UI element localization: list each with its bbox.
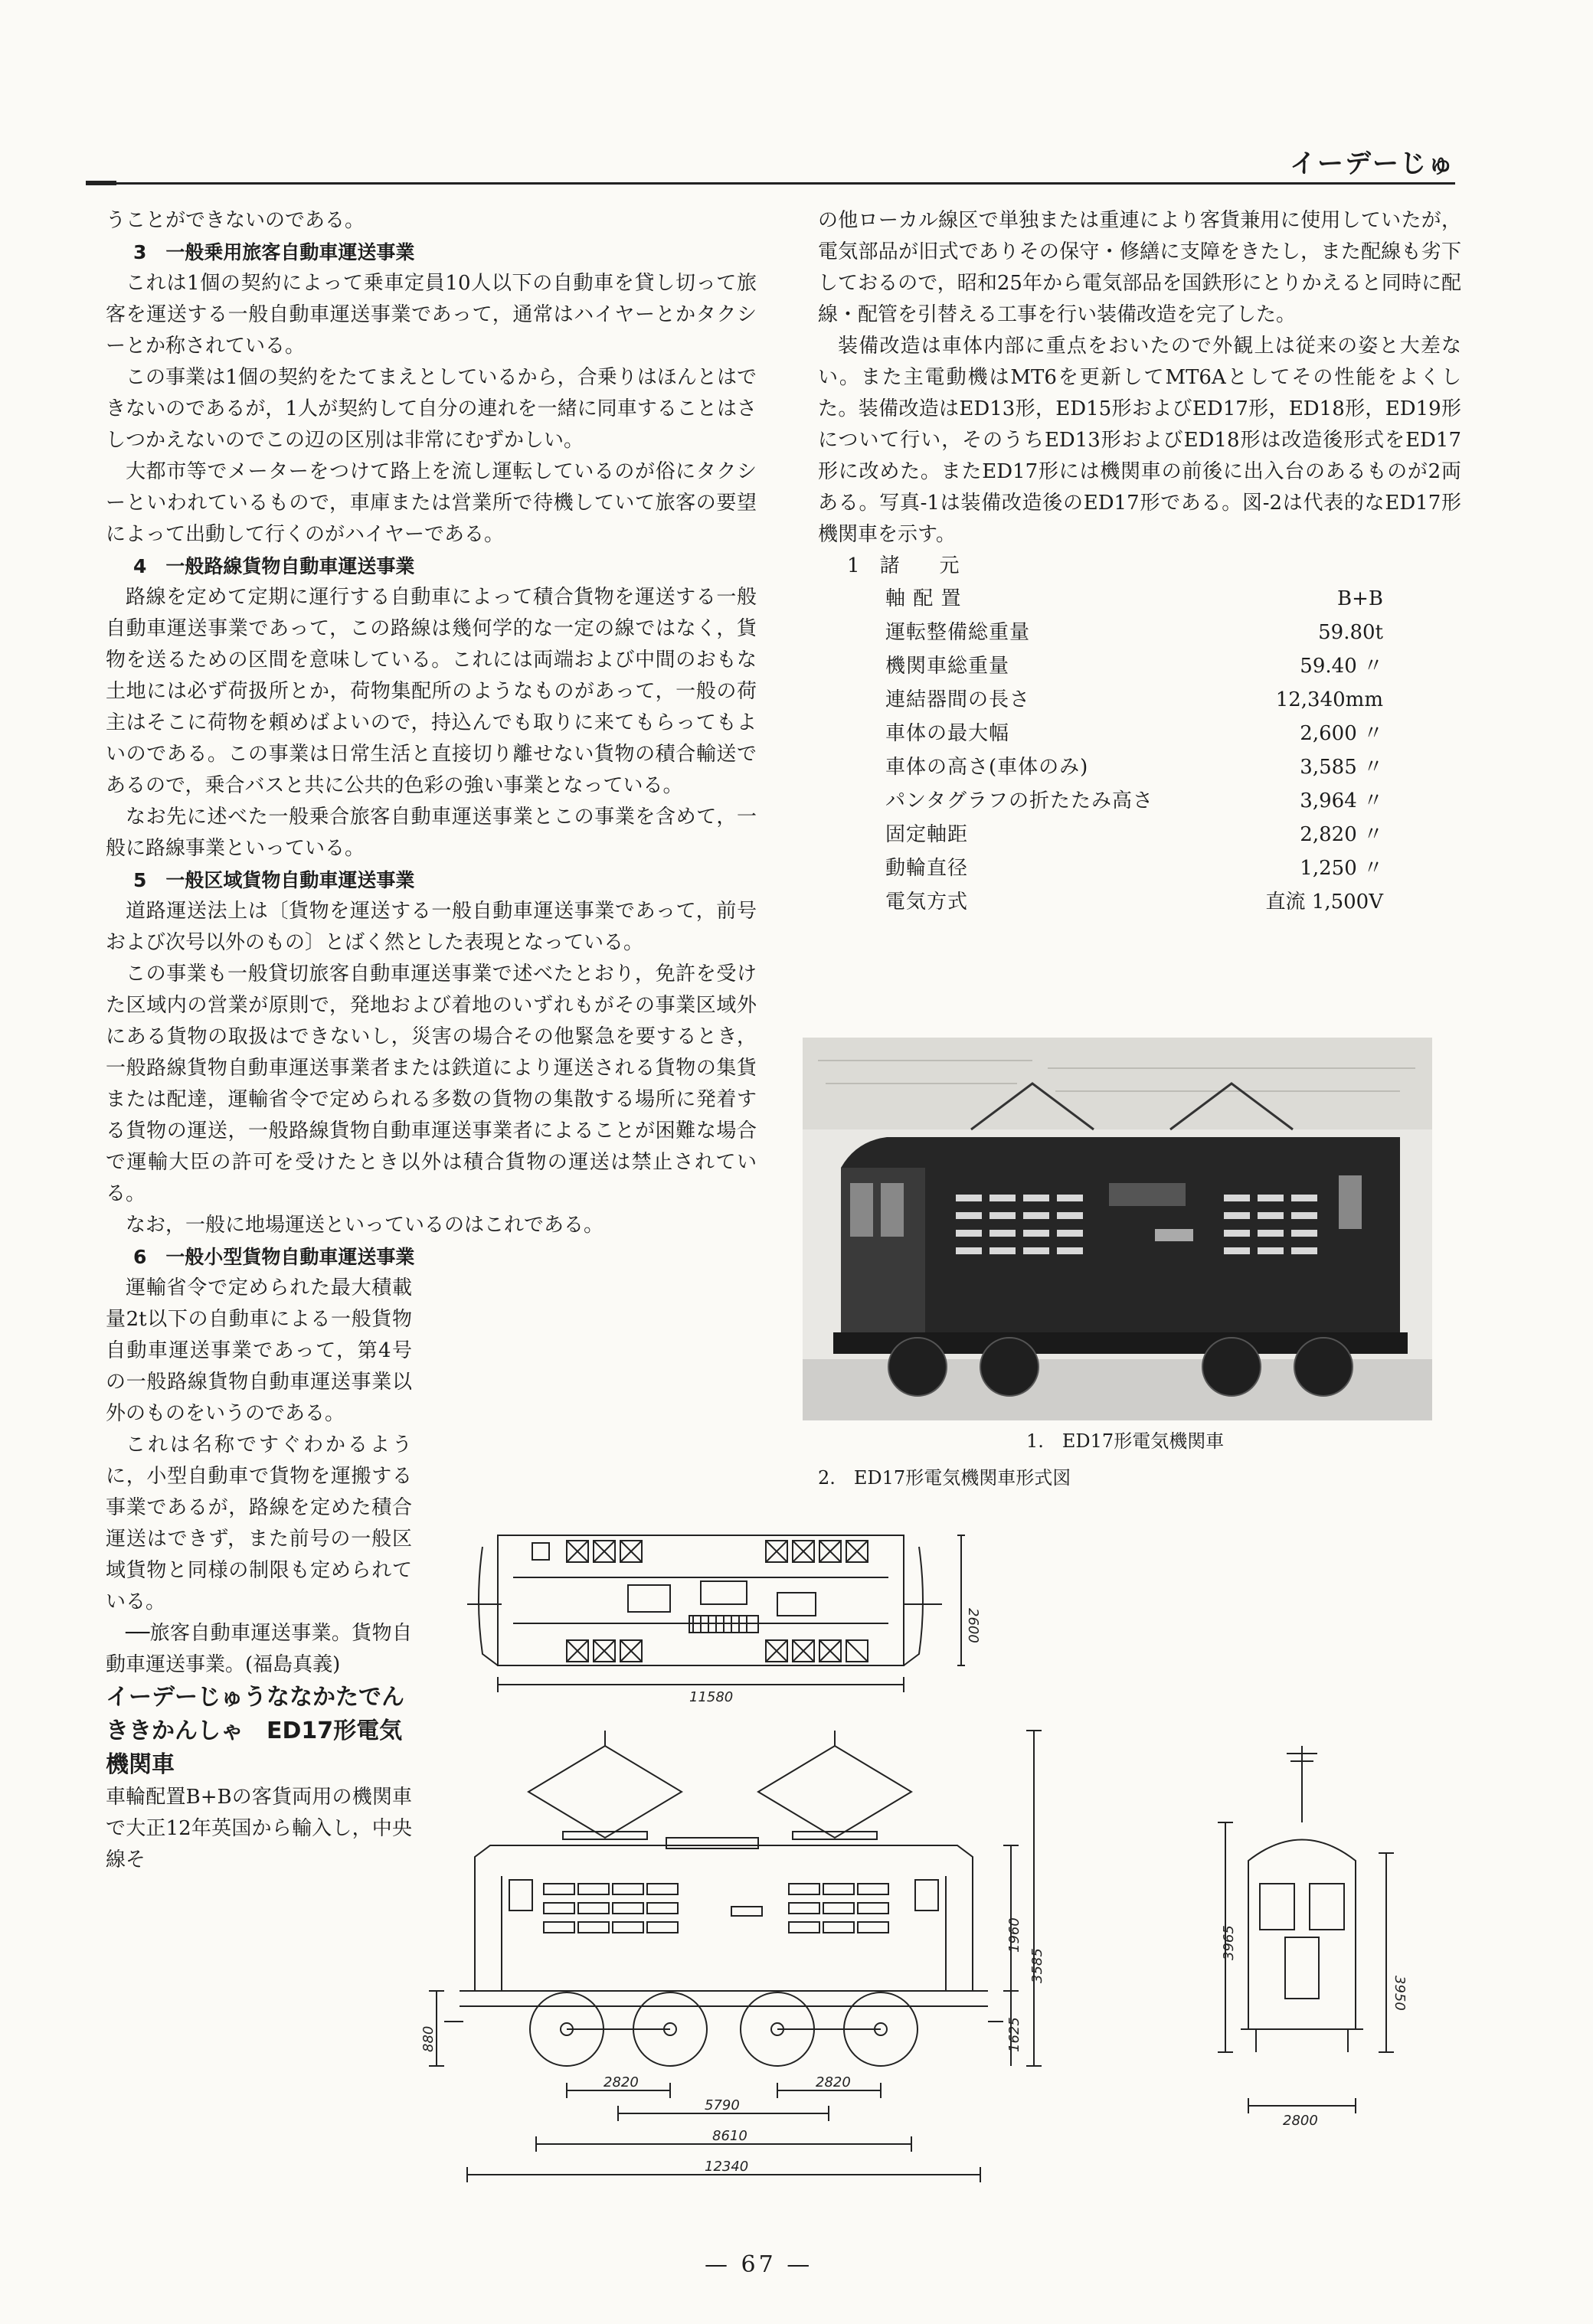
spec-key: 車体の高さ(車体のみ) bbox=[885, 755, 1089, 779]
side-view bbox=[420, 1731, 1045, 2182]
spec-row bbox=[885, 717, 1383, 750]
entry-heading: イーデーじゅうななかたでんききかんしゃ ED17形電気機関車 bbox=[106, 1684, 404, 1778]
spec-key: 軸 配 置 bbox=[885, 587, 962, 610]
paragraph: 装備改造は車体内部に重点をおいたので外観上は従来の姿と大差ない。また主電動機はMT6を更新してMT6Aとしてその性能をよくした。装備改造はED13形，ED15形およびED17形，ED18形，ED19形について行い，そのうちED13形およびED18形は改造後形式をED17形に改めた。またED17形には機関車の前後に出入台のあるものが2両ある。写真-1は装備改造後のED17形である。図-2は代表的なED17形機関車を示す。 bbox=[818, 335, 1461, 546]
spec-key: 連結器間の長さ bbox=[885, 688, 1031, 711]
section-heading: 5 一般区域貨物自動車運送事業 bbox=[133, 869, 415, 891]
spec-key: 固定軸距 bbox=[885, 822, 969, 846]
spec-value: 59.40 〃 bbox=[1300, 654, 1383, 678]
spec-value: 2,600 〃 bbox=[1300, 721, 1383, 745]
spec-value: 3,585 〃 bbox=[1300, 755, 1383, 779]
right-column bbox=[818, 205, 1461, 919]
dim-3585: 3585 bbox=[1029, 1948, 1045, 1983]
paragraph: この事業も一般貸切旅客自動車運送事業で述べたとおり，免許を受けた区域内の営業が原則で，発地および着地のいずれもがその事業区域外にある貨物の取扱はできないし，災害の場合その他緊急を要するとき，一般路線貨物自動車運送事業者または鉄道により運送される貨物の集貨または配達，運輸省令で定められる多数の貨物の集散する場所に発着する貨物の運送，一般路線貨物自動車運送事業者によることが困難な場合で運輸大臣の許可を受けたとき以外は積合貨物の運送は禁止されている。 bbox=[106, 963, 757, 1205]
photo-caption: 1. ED17形電気機関車 bbox=[1026, 1430, 1225, 1452]
paragraph: なお先に述べた一般乗合旅客自動車運送事業とこの事業を含めて，一般に路線事業といっている。 bbox=[106, 806, 757, 860]
paragraph: 路線を定めて定期に運行する自動車によって積合貨物を運送する一般自動車運送事業であって，この路線は幾何学的な一定の線ではなく，貨物を送るための区間を意味している。これには両端および中間のおもな土地には必ず荷扱所とか，荷物集配所のようなものがあって，一般の荷主はそこに荷物を頼めばよいので，持込んでも取りに来てもらってもよいのである。この事業は日常生活と直接切り離せない貨物の積合輸送であるので，乗合バスと共に公共的色彩の強い事業となっている。 bbox=[106, 586, 757, 797]
dim-5790: 5790 bbox=[705, 2097, 740, 2113]
dim-width-top: 2600 bbox=[965, 1608, 981, 1643]
spec-key: 機関車総重量 bbox=[885, 654, 1010, 678]
spec-value: 1,250 〃 bbox=[1300, 856, 1383, 880]
spec-row bbox=[885, 683, 1383, 717]
spec-row bbox=[885, 885, 1383, 919]
paragraph: 運輸省令で定められた最大積載量2t以下の自動車による一般貨物自動車運送事業であって，第4号の一般路線貨物自動車運送事業以外のものをいうのである。 bbox=[106, 1276, 412, 1425]
end-view bbox=[1218, 1746, 1408, 2129]
dim-2820a: 2820 bbox=[604, 2074, 639, 2090]
paragraph: これは1個の契約によって乗車定員10人以下の自動車を貸し切って旅客を運送する一般自動車運送事業であって，通常はハイヤーとかタクシーとか称されている。 bbox=[106, 272, 757, 358]
header-rule-accent bbox=[86, 181, 116, 185]
dim-1625: 1625 bbox=[1006, 2017, 1022, 2052]
paragraph: 車輪配置B+Bの客貨両用の機関車で大正12年英国から輸入し，中央線そ bbox=[106, 1786, 412, 1871]
header-rule bbox=[86, 182, 1455, 185]
paragraph: これは名称ですぐわかるように，小型自動車で貨物を運搬する事業であるが，路線を定めた積合運送はできず，また前号の一般区域貨物と同様の制限も定められている。 bbox=[106, 1433, 412, 1613]
dim-2800: 2800 bbox=[1283, 2113, 1318, 2129]
spec-row bbox=[885, 784, 1383, 818]
spec-value: 2,820 〃 bbox=[1300, 822, 1383, 846]
dim-3965: 3965 bbox=[1221, 1925, 1237, 1960]
spec-row bbox=[885, 818, 1383, 851]
dim-length: 11580 bbox=[689, 1689, 734, 1705]
narrow-text-block bbox=[106, 1273, 412, 1876]
spec-row bbox=[885, 649, 1383, 683]
dim-8610: 8610 bbox=[712, 2128, 747, 2144]
page-number: — 67 — bbox=[705, 2251, 813, 2278]
dim-2820b: 2820 bbox=[816, 2074, 851, 2090]
figure-caption: 2. ED17形電気機関車形式図 bbox=[818, 1467, 1071, 1489]
section-heading: 6 一般小型貨物自動車運送事業 bbox=[133, 1246, 415, 1268]
section-heading: 4 一般路線貨物自動車運送事業 bbox=[133, 555, 415, 577]
plan-view bbox=[467, 1535, 981, 1705]
spec-key: 動輪直径 bbox=[885, 856, 969, 880]
paragraph: なお，一般に地場運送といっているのはこれである。 bbox=[126, 1214, 604, 1237]
locomotive-diagram bbox=[420, 1501, 1463, 2305]
paragraph: ──旅客自動車運送事業。貨物自動車運送事業。(福島真義) bbox=[106, 1622, 412, 1676]
spec-row bbox=[885, 750, 1383, 784]
dim-880: 880 bbox=[420, 2025, 437, 2052]
spec-row bbox=[885, 851, 1383, 885]
locomotive-photo bbox=[803, 1038, 1432, 1420]
spec-row bbox=[885, 582, 1383, 616]
spec-value: 59.80t bbox=[1318, 620, 1383, 644]
spec-row bbox=[885, 616, 1383, 649]
spec-key: パンタグラフの折たたみ高さ bbox=[885, 789, 1153, 812]
spec-value: B+B bbox=[1337, 587, 1383, 610]
paragraph: うことができないのである。 bbox=[106, 209, 365, 232]
spec-value: 3,964 〃 bbox=[1300, 789, 1383, 812]
dim-1960: 1960 bbox=[1006, 1917, 1022, 1953]
running-header: イーデーじゅ bbox=[1290, 149, 1455, 179]
spec-key: 電気方式 bbox=[885, 890, 969, 914]
paragraph: 道路運送法上は〔貨物を運送する一般自動車運送事業であって，前号および次号以外のもの〕とばく然とした表現となっている。 bbox=[106, 900, 757, 954]
spec-key: 運転整備総重量 bbox=[885, 620, 1031, 644]
paragraph: この事業は1個の契約をたてまえとしているから，合乗りはほんとはできないのであるが，1人が契約して自分の連れを一緒に同車することはさしつかえないのでこの辺の区別は非常にむずかしい。 bbox=[106, 366, 757, 452]
paragraph: 大都市等でメーターをつけて路上を流し運転しているのが俗にタクシーといわれているもので，車庫または営業所で待機していて旅客の要望によって出動して行くのがハイヤーである。 bbox=[106, 460, 757, 546]
spec-value: 12,340mm bbox=[1275, 688, 1383, 711]
spec-key: 車体の最大幅 bbox=[885, 721, 1010, 745]
spec-value: 直流 1,500V bbox=[1265, 890, 1383, 914]
section-heading: 3 一般乗用旅客自動車運送事業 bbox=[133, 241, 415, 263]
dim-12340: 12340 bbox=[705, 2159, 749, 2175]
spec-heading: 1 諸 元 bbox=[847, 554, 960, 577]
spec-table bbox=[885, 582, 1383, 919]
paragraph: の他ローカル線区で単独または重連により客貨兼用に使用していたが，電気部品が旧式でありその保守・修繕に支障をきたし，また配線も劣下しておるので，昭和25年から電気部品を国鉄形にとりかえると同時に配線・配管を引替える工事を行い装備改造を完了した。 bbox=[818, 209, 1461, 326]
dim-3950: 3950 bbox=[1392, 1976, 1408, 2011]
